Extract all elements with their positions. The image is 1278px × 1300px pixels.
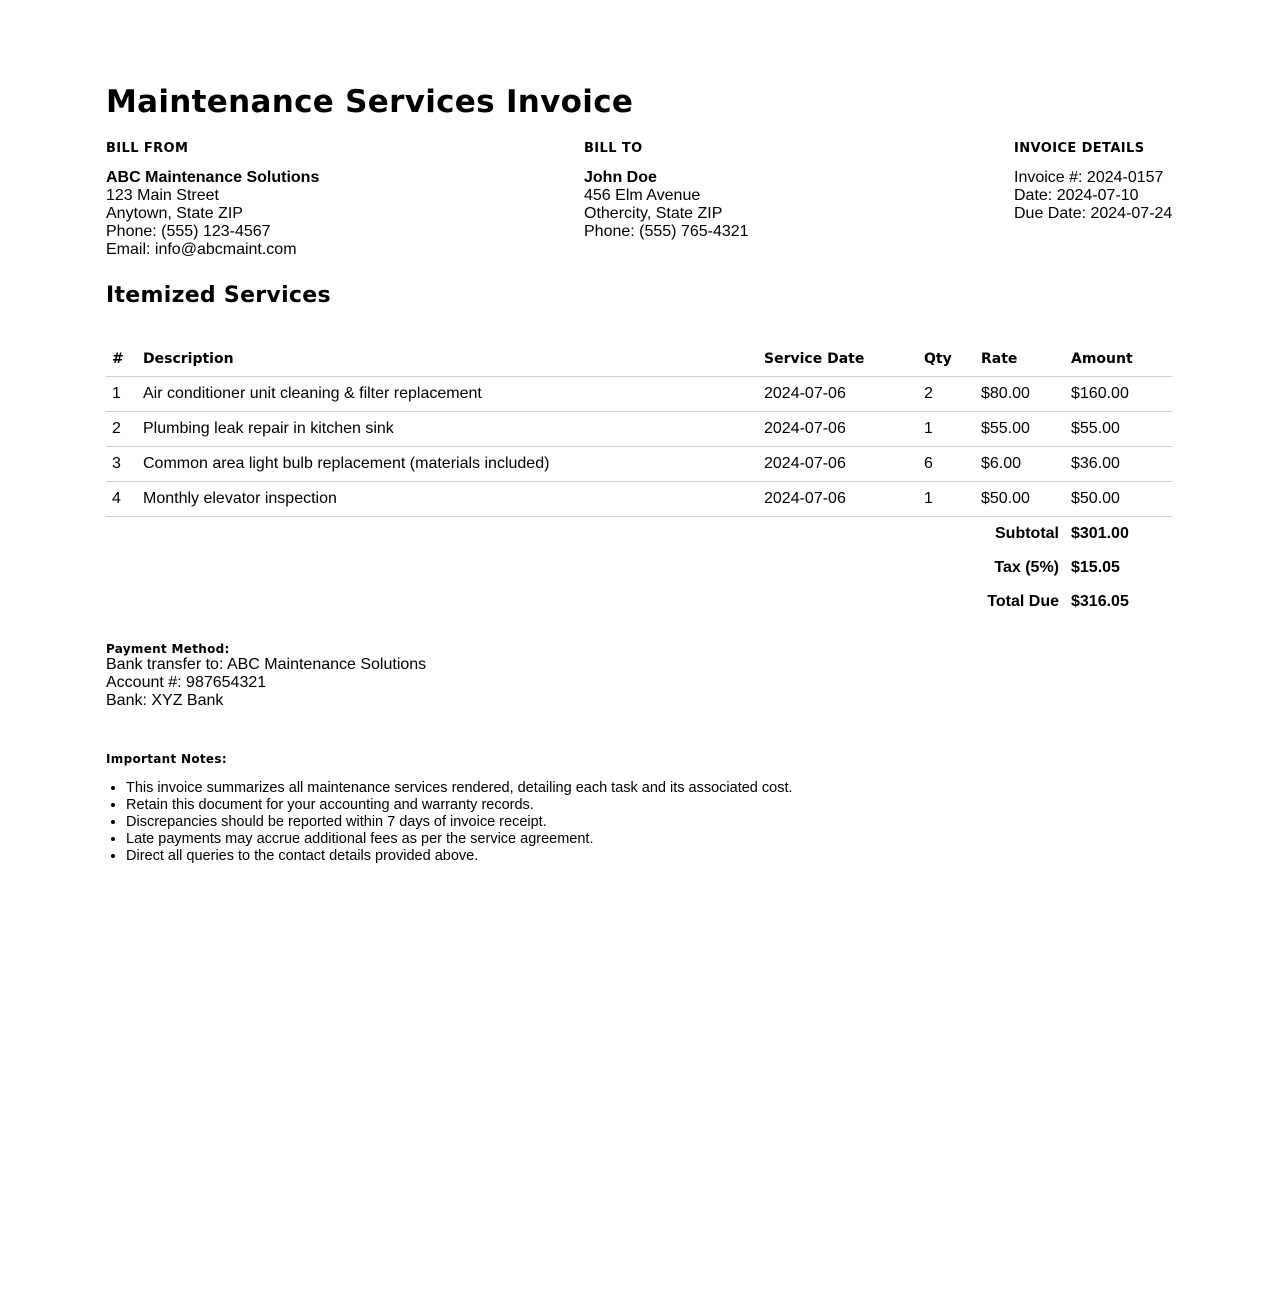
tax-label: Tax (5%) (994, 559, 1059, 576)
col-header-amount: Amount (1071, 342, 1172, 377)
table-row (106, 482, 1172, 517)
total-due-label: Total Due (987, 593, 1059, 610)
table-row (106, 377, 1172, 412)
invoice-details-heading: INVOICE DETAILS (1014, 141, 1145, 156)
bill-from-heading: BILL FROM (106, 141, 189, 156)
invoice-title: Maintenance Services Invoice (106, 84, 634, 120)
cell-amount: $50.00 (1071, 482, 1172, 517)
cell-service-date: 2024-07-06 (764, 447, 924, 482)
cell-service-date: 2024-07-06 (764, 377, 924, 412)
payment-account-number: Account #: 987654321 (106, 674, 267, 691)
payment-bank-name: Bank: XYZ Bank (106, 692, 224, 709)
cell-qty: 2 (924, 377, 981, 412)
subtotal-value: $301.00 (1071, 525, 1129, 542)
subtotal-label: Subtotal (995, 525, 1059, 542)
cell-amount: $55.00 (1071, 412, 1172, 447)
col-header-number: # (106, 342, 143, 377)
itemized-services-heading: Itemized Services (106, 283, 331, 308)
cell-qty: 1 (924, 482, 981, 517)
cell-description: Plumbing leak repair in kitchen sink (143, 412, 764, 447)
bill-to-heading: BILL TO (584, 141, 643, 156)
col-header-qty: Qty (924, 342, 981, 377)
bill-from-phone: Phone: (555) 123-4567 (106, 223, 271, 240)
cell-rate: $55.00 (981, 412, 1071, 447)
cell-qty: 6 (924, 447, 981, 482)
total-due-row (106, 585, 1172, 619)
bill-to-name: John Doe (584, 169, 657, 186)
cell-service-date: 2024-07-06 (764, 482, 924, 517)
col-header-service-date: Service Date (764, 342, 924, 377)
cell-description: Air conditioner unit cleaning & filter replacement (143, 377, 764, 412)
invoice-due-date: Due Date: 2024-07-24 (1014, 205, 1173, 222)
list-item: • Late payments may accrue additional fees as per the service agreement. (126, 831, 793, 848)
cell-rate: $50.00 (981, 482, 1071, 517)
cell-number: 3 (106, 447, 143, 482)
cell-number: 4 (106, 482, 143, 517)
cell-number: 2 (106, 412, 143, 447)
bill-from-block (106, 141, 319, 259)
subtotal-row (106, 517, 1172, 551)
bill-to-phone: Phone: (555) 765-4321 (584, 223, 749, 240)
list-item: • This invoice summarizes all maintenance services rendered, detailing each task and its associated cost. (126, 780, 793, 797)
invoice-details-block (1014, 141, 1172, 223)
totals-table (106, 517, 1172, 619)
bill-from-name: ABC Maintenance Solutions (106, 169, 320, 186)
cell-service-date: 2024-07-06 (764, 412, 924, 447)
services-table (106, 342, 1172, 517)
cell-amount: $160.00 (1071, 377, 1172, 412)
payment-method-block (106, 642, 426, 710)
table-row (106, 412, 1172, 447)
bill-to-city: Othercity, State ZIP (584, 205, 723, 222)
bill-from-email: Email: info@abcmaint.com (106, 241, 297, 258)
bill-to-block (584, 141, 749, 241)
bill-from-street: 123 Main Street (106, 187, 219, 204)
tax-value: $15.05 (1071, 559, 1120, 576)
col-header-rate: Rate (981, 342, 1071, 377)
cell-amount: $36.00 (1071, 447, 1172, 482)
payment-method-heading: Payment Method: (106, 642, 230, 656)
important-notes-heading: Important Notes: (106, 752, 227, 766)
bill-to-street: 456 Elm Avenue (584, 187, 701, 204)
payment-bank-transfer: Bank transfer to: ABC Maintenance Solutions (106, 656, 427, 673)
cell-description: Common area light bulb replacement (materials included) (143, 447, 764, 482)
table-row (106, 447, 1172, 482)
table-header-row (106, 342, 1172, 377)
cell-description: Monthly elevator inspection (143, 482, 764, 517)
col-header-description: Description (143, 342, 764, 377)
cell-number: 1 (106, 377, 143, 412)
cell-rate: $6.00 (981, 447, 1071, 482)
cell-qty: 1 (924, 412, 981, 447)
notes-list (106, 780, 793, 865)
invoice-number: Invoice #: 2024-0157 (1014, 169, 1164, 186)
list-item: • Retain this document for your accounting and warranty records. (126, 797, 793, 814)
invoice-date: Date: 2024-07-10 (1014, 187, 1139, 204)
list-item: • Discrepancies should be reported within 7 days of invoice receipt. (126, 814, 793, 831)
total-due-value: $316.05 (1071, 593, 1129, 610)
tax-row (106, 551, 1172, 585)
list-item: • Direct all queries to the contact details provided above. (126, 848, 793, 865)
important-notes-block (106, 752, 793, 865)
bill-from-city: Anytown, State ZIP (106, 205, 243, 222)
cell-rate: $80.00 (981, 377, 1071, 412)
